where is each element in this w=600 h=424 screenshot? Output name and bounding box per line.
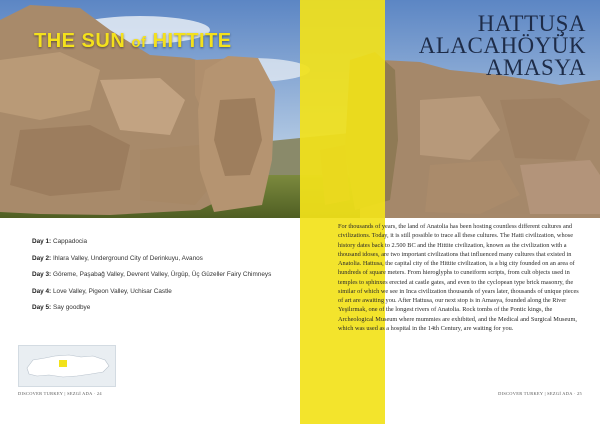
title-the-sun: THE SUN <box>34 30 126 52</box>
title-line-amasya: AMASYA <box>485 55 586 80</box>
title-hittite: HITTITE <box>152 30 232 52</box>
right-page-title <box>419 13 586 79</box>
itinerary-day-4: Day 4: Love Valley, Pigeon Valley, Uchisar Castle <box>32 287 172 295</box>
title-of: of <box>131 34 147 51</box>
itinerary-day-2: Day 2: Ihlara Valley, Underground City of Derinkuyu, Avanos <box>32 254 203 262</box>
folio-left: DISCOVER TURKEY | SEZGİ ADA · 24 <box>18 391 102 396</box>
itinerary-list <box>32 237 282 320</box>
itinerary-day-3: Day 3: Göreme, Paşabağ Valley, Devrent Valley, Ürgüp, Üç Güzeller Fairy Chimneys <box>32 271 272 278</box>
itinerary-day-5: Day 5: Say goodbye <box>32 304 91 311</box>
itinerary-day-1: Day 1: Cappadocia <box>32 238 88 245</box>
turkey-map-image <box>18 345 116 387</box>
folio-right: DISCOVER TURKEY | SEZGİ ADA · 25 <box>498 391 582 396</box>
accent-yellow-band <box>300 0 385 424</box>
title-line-alacahoyuk: ALACAHÖYÜK <box>418 33 586 58</box>
left-page-title <box>34 30 232 53</box>
article-body: For thousands of years, the land of Anatolia has been hosting countless different cultures and civilizations. Today, it is still possible to trace all these cultures. The Hatti civilization, whose history dates back to 2.500 BC and the Hittite civilization, known as the civilization with a thousand idoses, are two important civilizations that influenced many cultures that existed in Anatolia. Hattusa, the capital city of the Hittite civilization, is a big city founded on an area of hundreds of square meters. From hieroglyphs to cuneiform scripts, from cult objects used in temples to sphinxes erected at castle gates, and even to the cyclopean type brick masonry, the similar of which we see in Inca civilization thousands of years later, thousands of unique pieces of art are awaiting you. After Hattusa, our next stop is in Amasya, founded along the River Yeşilırmak, one of the longest rivers of Anatolia. Rock tombs of the Pontic kings, the Archeological Museum where mummies are exhibited, and the Medical and Surgical Museum, which was used as a hospital in the 14th Century, are waiting for you. <box>338 223 579 332</box>
title-line-hattusa: HATTUŞA <box>477 11 586 36</box>
